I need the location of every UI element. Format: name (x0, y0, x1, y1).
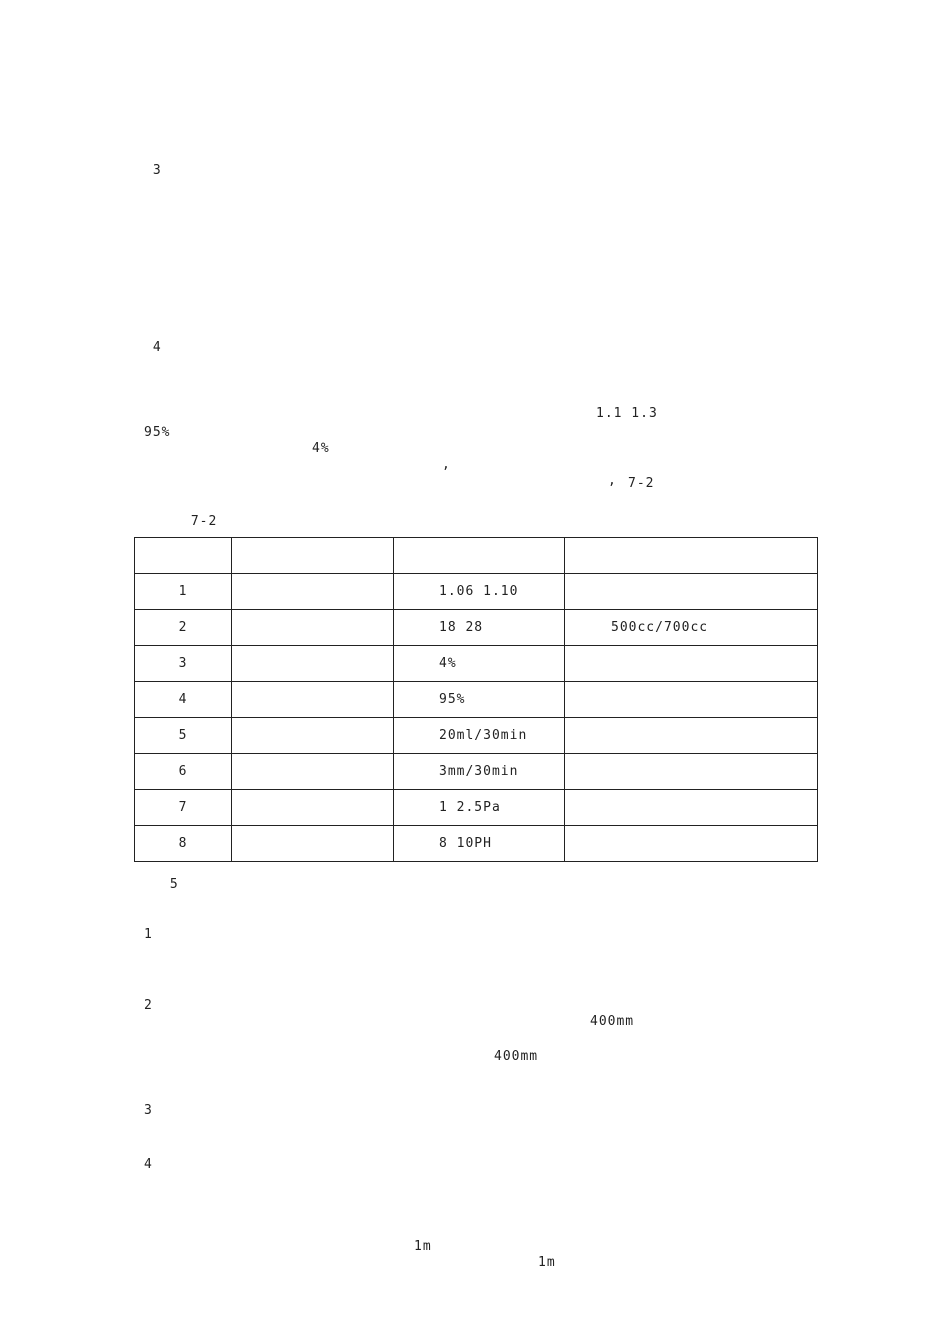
table-cell: 6 (135, 754, 232, 790)
table-cell: 95% (394, 682, 565, 718)
paragraph-line (144, 1191, 804, 1287)
paragraph-line: 4 (144, 1157, 162, 1172)
text-segment: 7-2 (628, 476, 655, 491)
table-cell (232, 574, 394, 610)
table-cell: 4 (135, 682, 232, 718)
paragraph-line (144, 911, 804, 991)
table-cell: 3 (135, 646, 232, 682)
table-cell: 1.06 1.10 (394, 574, 565, 610)
table-cell: 5 (135, 718, 232, 754)
table-cell: 8 10PH (394, 826, 565, 862)
table-cell (232, 718, 394, 754)
table-cell (232, 646, 394, 682)
paragraph-line (144, 444, 804, 492)
table-cell (565, 682, 818, 718)
table-cell: 3mm/30min (394, 754, 565, 790)
paragraph-line: 3 (144, 163, 162, 178)
header-cell-method (565, 538, 818, 574)
header-cell-index (135, 538, 232, 574)
table-row (135, 646, 818, 682)
table-row (135, 790, 818, 826)
table-header-row (135, 538, 818, 574)
table-cell (565, 718, 818, 754)
section-heading: 5 (161, 877, 179, 892)
table-cell (232, 682, 394, 718)
paragraph-line (144, 268, 804, 364)
text-segment: 4% (312, 441, 330, 456)
section-heading: 4 (144, 340, 162, 355)
header-cell-item (232, 538, 394, 574)
table-cell (565, 754, 818, 790)
table-cell: 500cc/700cc (565, 610, 818, 646)
table-cell: 2 (135, 610, 232, 646)
text-segment: 3 (144, 1103, 162, 1118)
table-row (135, 754, 818, 790)
table-cell (565, 826, 818, 862)
table-cell (232, 754, 394, 790)
table-row (135, 610, 818, 646)
text-segment: , (442, 457, 451, 472)
table-cell (232, 826, 394, 862)
table-cell: 8 (135, 826, 232, 862)
table-row (135, 574, 818, 610)
paragraph-line (144, 1087, 804, 1183)
table-row (135, 682, 818, 718)
table-cell (232, 610, 394, 646)
paragraph-line (144, 199, 804, 279)
text-segment: 2 (144, 998, 162, 1013)
text-segment: 1m (538, 1255, 565, 1270)
text-segment: 1m (414, 1239, 441, 1254)
header-cell-spec (394, 538, 565, 574)
table-cell: 18 28 (394, 610, 565, 646)
table-cell (565, 790, 818, 826)
table-cell: 1 2.5Pa (394, 790, 565, 826)
text-segment: 400mm (494, 1049, 539, 1064)
text-segment: 1 (144, 927, 162, 942)
table-cell: 4% (394, 646, 565, 682)
table-label: 7-2 (182, 514, 218, 529)
table-cell (565, 574, 818, 610)
table-cell (232, 790, 394, 826)
text-segment: , (608, 473, 617, 488)
table-row (135, 826, 818, 862)
text-segment: 1.1 1.3 (596, 406, 658, 421)
table-cell: 1 (135, 574, 232, 610)
table-cell (565, 646, 818, 682)
table-cell: 20ml/30min (394, 718, 565, 754)
text-segment: 95% (144, 425, 171, 440)
text-segment: 400mm (590, 1014, 635, 1029)
mud-spec-table (134, 537, 818, 862)
table-row (135, 718, 818, 754)
table-cell: 7 (135, 790, 232, 826)
